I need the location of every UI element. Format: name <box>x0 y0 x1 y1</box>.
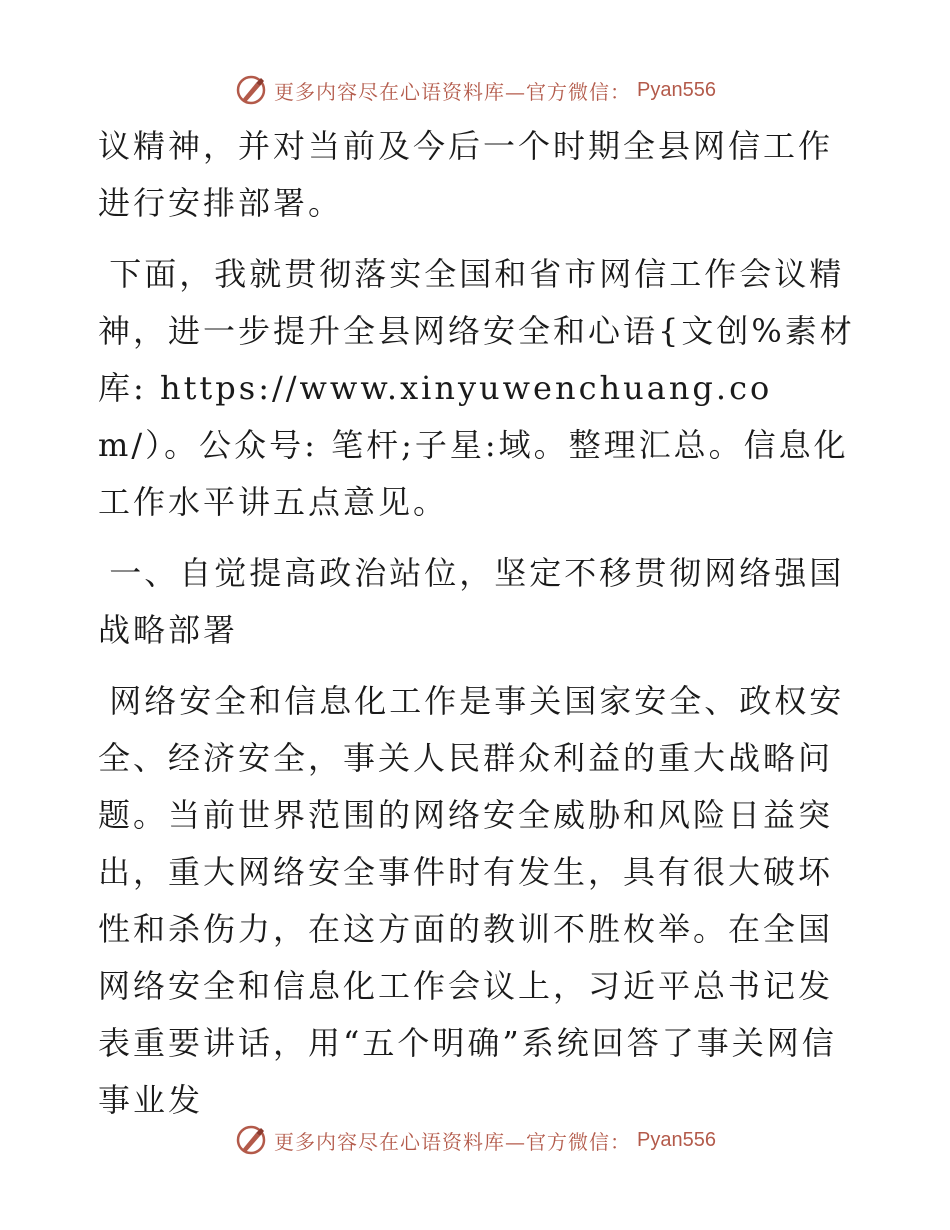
pen-logo-icon <box>234 1123 268 1157</box>
pen-logo-icon <box>234 73 268 107</box>
header-watermark <box>0 70 950 110</box>
footer-watermark <box>0 1120 950 1160</box>
paragraph-section-1: 网络安全和信息化工作是事关国家安全、政权安全、经济安全，事关人民群众利益的重大战略问题。当前世界范围的网络安全威胁和风险日益突出，重大网络安全事件时有发生，具有很大破坏性和杀伤力，在这方面的教训不胜枚举。在全国网络安全和信息化工作会议上，习近平总书记发表重要讲话，用“五个明确”系统回答了事关网信事业发 <box>98 682 845 1119</box>
watermark-text: 更多内容尽在心语资料库—官方微信： <box>274 1129 632 1154</box>
paragraph-continuation: 议精神，并对当前及今后一个时期全县网信工作进行安排部署。 <box>98 127 834 222</box>
watermark-wechat-id: Pyan556 <box>637 1128 716 1151</box>
watermark-text: 更多内容尽在心语资料库—官方微信： <box>274 79 632 104</box>
paragraph-intro: 下面，我就贯彻落实全国和省市网信工作会议精神，进一步提升全县网络安全和心语{文创%素材库: https://www.xinyuwenchuang.com/）。公众号: 笔杆;子星:域。整理汇总。信息化工作水平讲五点意见。 <box>98 255 855 521</box>
watermark-wechat-id: Pyan556 <box>637 78 716 101</box>
section-heading-1: 一、自觉提高政治站位，坚定不移贯彻网络强国战略部署 <box>98 554 845 649</box>
document-body <box>98 118 858 1143</box>
